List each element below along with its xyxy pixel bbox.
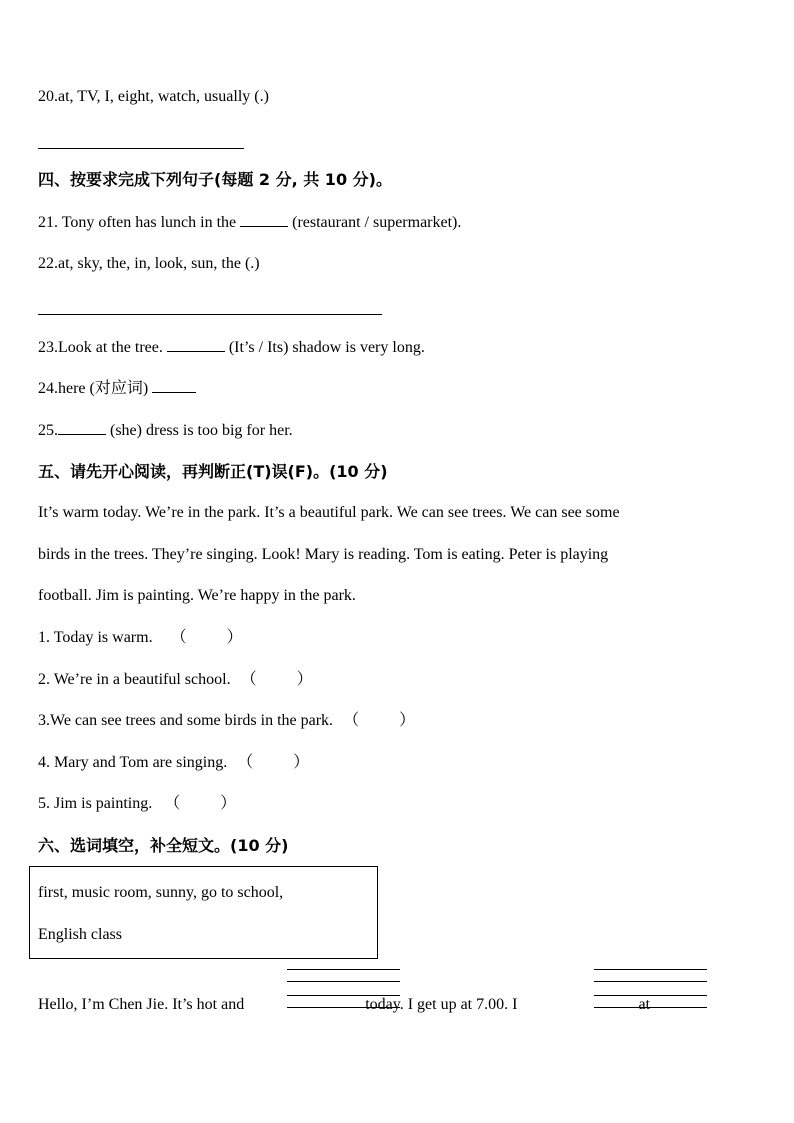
tf-item-1 <box>38 628 243 648</box>
tf-item-5-text: 5. Jim is painting. <box>38 795 153 812</box>
question-24-text: 24.here (对应词) <box>38 380 153 397</box>
tf-item-3-text: 3.We can see trees and some birds in the park. <box>38 712 334 729</box>
tf-item-1-text: 1. Today is warm. <box>38 629 153 646</box>
question-23-text-b: (It’s / Its) shadow is very long. <box>224 339 425 356</box>
section-5-title: 五、请先开心阅读，再判断正(T)误(F)。(10 分) <box>38 462 388 481</box>
cloze-text-b: today. I get up at 7.00. I <box>361 996 522 1013</box>
question-25 <box>38 420 293 441</box>
answer-paren-4[interactable]: （ ） <box>237 754 310 771</box>
cloze-text-a: Hello, I’m Chen Jie. It’s hot and <box>38 996 249 1013</box>
word-bank-line-2: English class <box>38 926 122 943</box>
tf-item-3 <box>38 711 415 731</box>
tf-item-2-text: 2. We’re in a beautiful school. <box>38 671 231 688</box>
section-4-title: 四、按要求完成下列句子(每题 2 分, 共 10 分)。 <box>38 170 392 189</box>
question-25-text-b: (she) dress is too big for her. <box>106 422 293 439</box>
tf-item-2 <box>38 670 313 690</box>
answer-paren-3[interactable]: （ ） <box>343 712 416 729</box>
question-23 <box>38 337 425 358</box>
blank-21[interactable] <box>240 212 288 227</box>
passage-line-1: It’s warm today. We’re in the park. It’s a beautiful park. We can see trees. We can see some <box>38 504 620 521</box>
answer-line-20[interactable] <box>38 148 244 149</box>
blank-23[interactable] <box>167 337 225 352</box>
tf-item-5 <box>38 794 236 814</box>
question-21 <box>38 212 461 233</box>
word-bank-line-1: first, music room, sunny, go to school, <box>38 884 284 901</box>
question-25-text-a: 25. <box>38 422 58 439</box>
answer-paren-2[interactable]: （ ） <box>240 671 313 688</box>
answer-paren-5[interactable]: （ ） <box>164 795 237 812</box>
word-bank-box <box>29 866 378 959</box>
tf-item-4-text: 4. Mary and Tom are singing. <box>38 754 228 771</box>
answer-line-22[interactable] <box>38 314 382 315</box>
cloze-line-1 <box>38 995 650 1015</box>
question-21-text-b: (restaurant / supermarket). <box>288 214 462 231</box>
cloze-text-c: at <box>634 996 650 1013</box>
question-20: 20.at, TV, I, eight, watch, usually (.) <box>38 88 269 105</box>
section-6-title: 六、选词填空，补全短文。(10 分) <box>38 836 289 855</box>
tf-item-4 <box>38 753 309 773</box>
blank-25[interactable] <box>58 420 106 435</box>
question-23-text-a: 23.Look at the tree. <box>38 339 167 356</box>
passage-line-3: football. Jim is painting. We’re happy in the park. <box>38 587 356 604</box>
question-21-text-a: 21. Tony often has lunch in the <box>38 214 241 231</box>
answer-paren-1[interactable]: （ ） <box>170 629 243 646</box>
blank-24[interactable] <box>152 378 196 393</box>
question-24 <box>38 378 196 399</box>
passage-line-2: birds in the trees. They’re singing. Look! Mary is reading. Tom is eating. Peter is playing <box>38 546 609 563</box>
question-22: 22.at, sky, the, in, look, sun, the (.) <box>38 255 260 272</box>
